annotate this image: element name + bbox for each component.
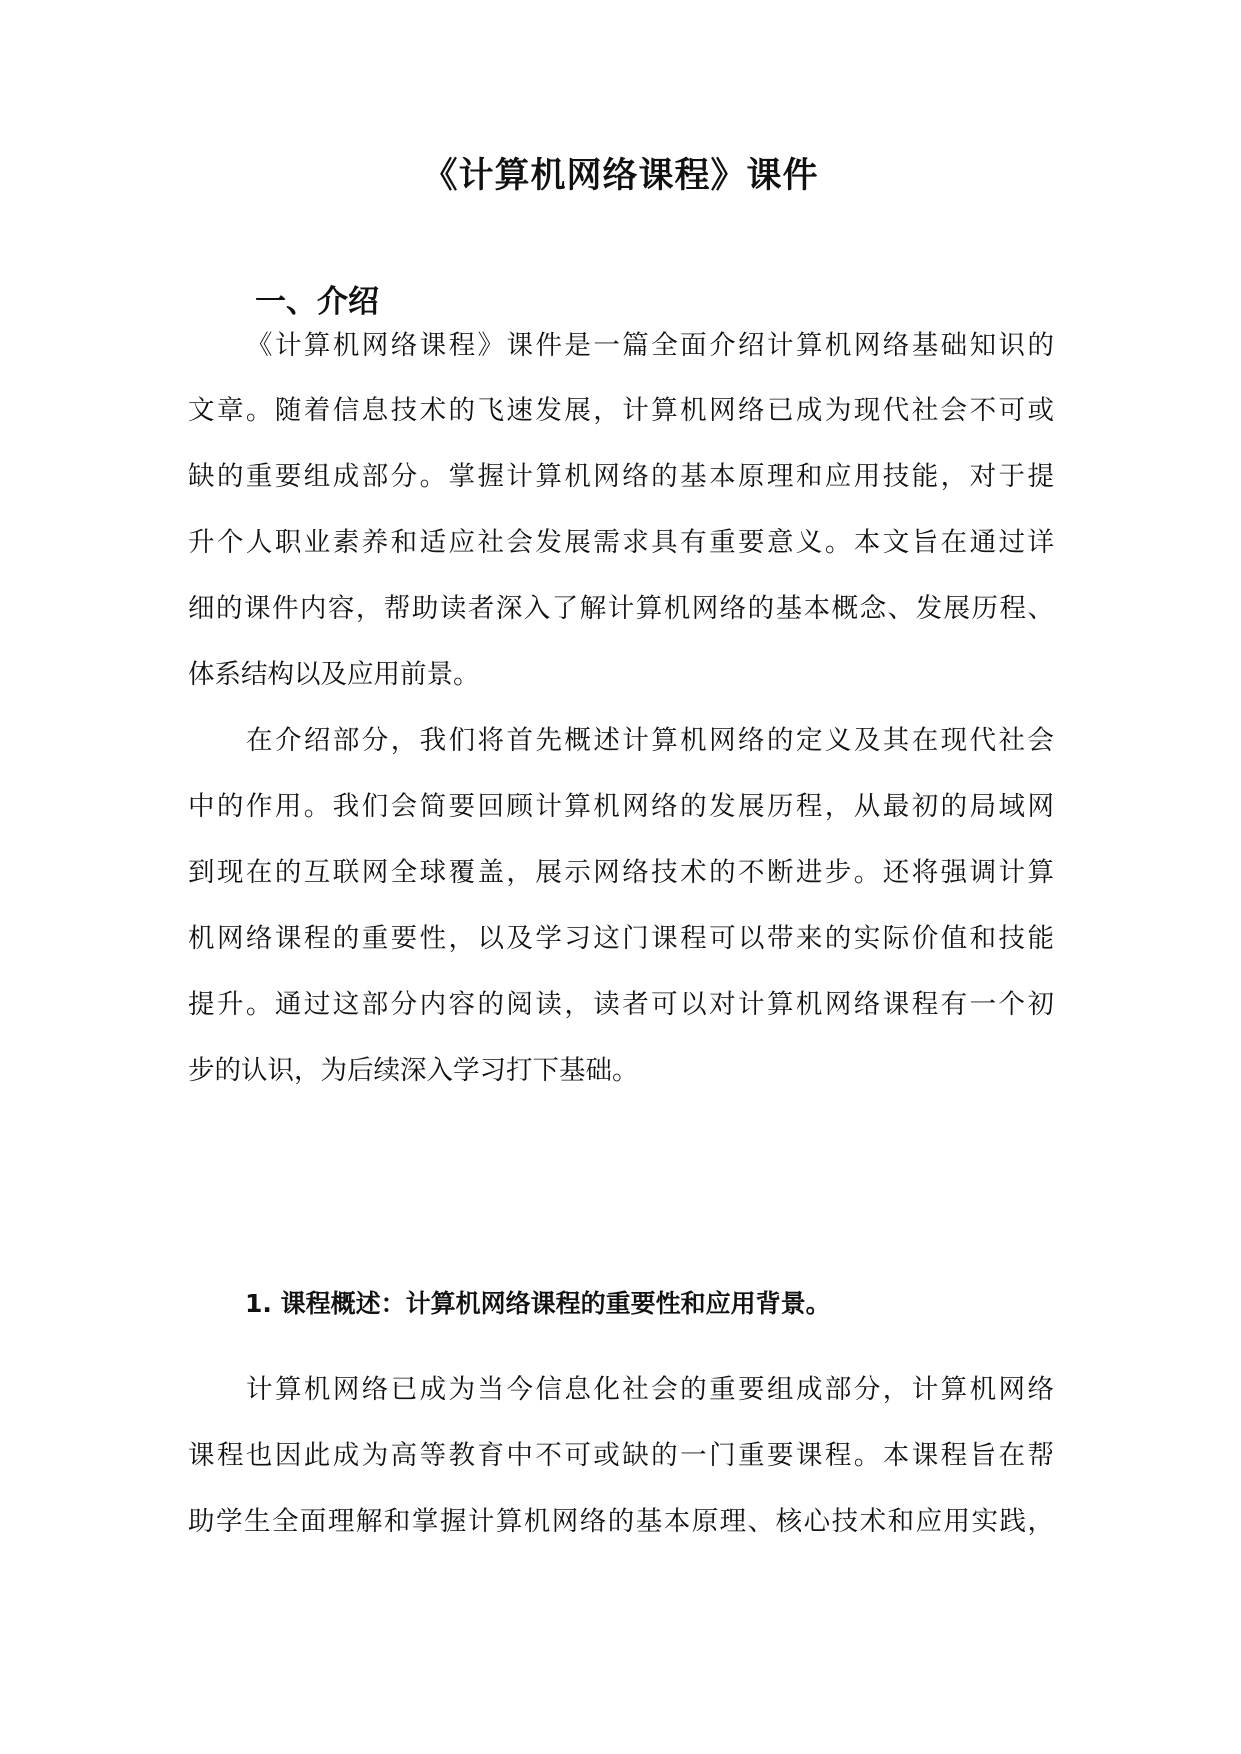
paragraph-line: 计算机网络已成为当今信息化社会的重要组成部分，计算机网络 — [246, 1374, 1054, 1405]
paragraph-line: 升个人职业素养和适应社会发展需求具有重要意义。本文旨在通过详 — [188, 527, 1054, 558]
paragraph-line: 细的课件内容，帮助读者深入了解计算机网络的基本概念、发展历程、 — [188, 593, 1054, 624]
paragraph-line: 提升。通过这部分内容的阅读，读者可以对计算机网络课程有一个初 — [188, 989, 1054, 1020]
paragraph-line: 缺的重要组成部分。掌握计算机网络的基本原理和应用技能，对于提 — [188, 461, 1054, 492]
paragraph-line: 在介绍部分，我们将首先概述计算机网络的定义及其在现代社会 — [246, 725, 1054, 756]
paragraph-line: 到现在的互联网全球覆盖，展示网络技术的不断进步。还将强调计算 — [188, 857, 1054, 888]
paragraph-line: 机网络课程的重要性，以及学习这门课程可以带来的实际价值和技能 — [188, 923, 1054, 954]
paragraph-line: 文章。随着信息技术的飞速发展，计算机网络已成为现代社会不可或 — [188, 395, 1054, 426]
section-heading-introduction: 一、介绍 — [255, 284, 379, 320]
paragraph-line: 中的作用。我们会简要回顾计算机网络的发展历程，从最初的局域网 — [188, 791, 1054, 822]
paragraph-line: 步的认识，为后续深入学习打下基础。 — [188, 1055, 639, 1086]
paragraph-line: 体系结构以及应用前景。 — [188, 659, 480, 690]
paragraph-line: 《计算机网络课程》课件是一篇全面介绍计算机网络基础知识的 — [246, 330, 1054, 361]
subsection-heading-course-overview: 1. 课程概述：计算机网络课程的重要性和应用背景。 — [245, 1289, 831, 1318]
document-title: 《计算机网络课程》课件 — [422, 156, 819, 196]
paragraph-line: 助学生全面理解和掌握计算机网络的基本原理、核心技术和应用实践， — [188, 1506, 1054, 1537]
paragraph-line: 课程也因此成为高等教育中不可或缺的一门重要课程。本课程旨在帮 — [188, 1440, 1054, 1471]
